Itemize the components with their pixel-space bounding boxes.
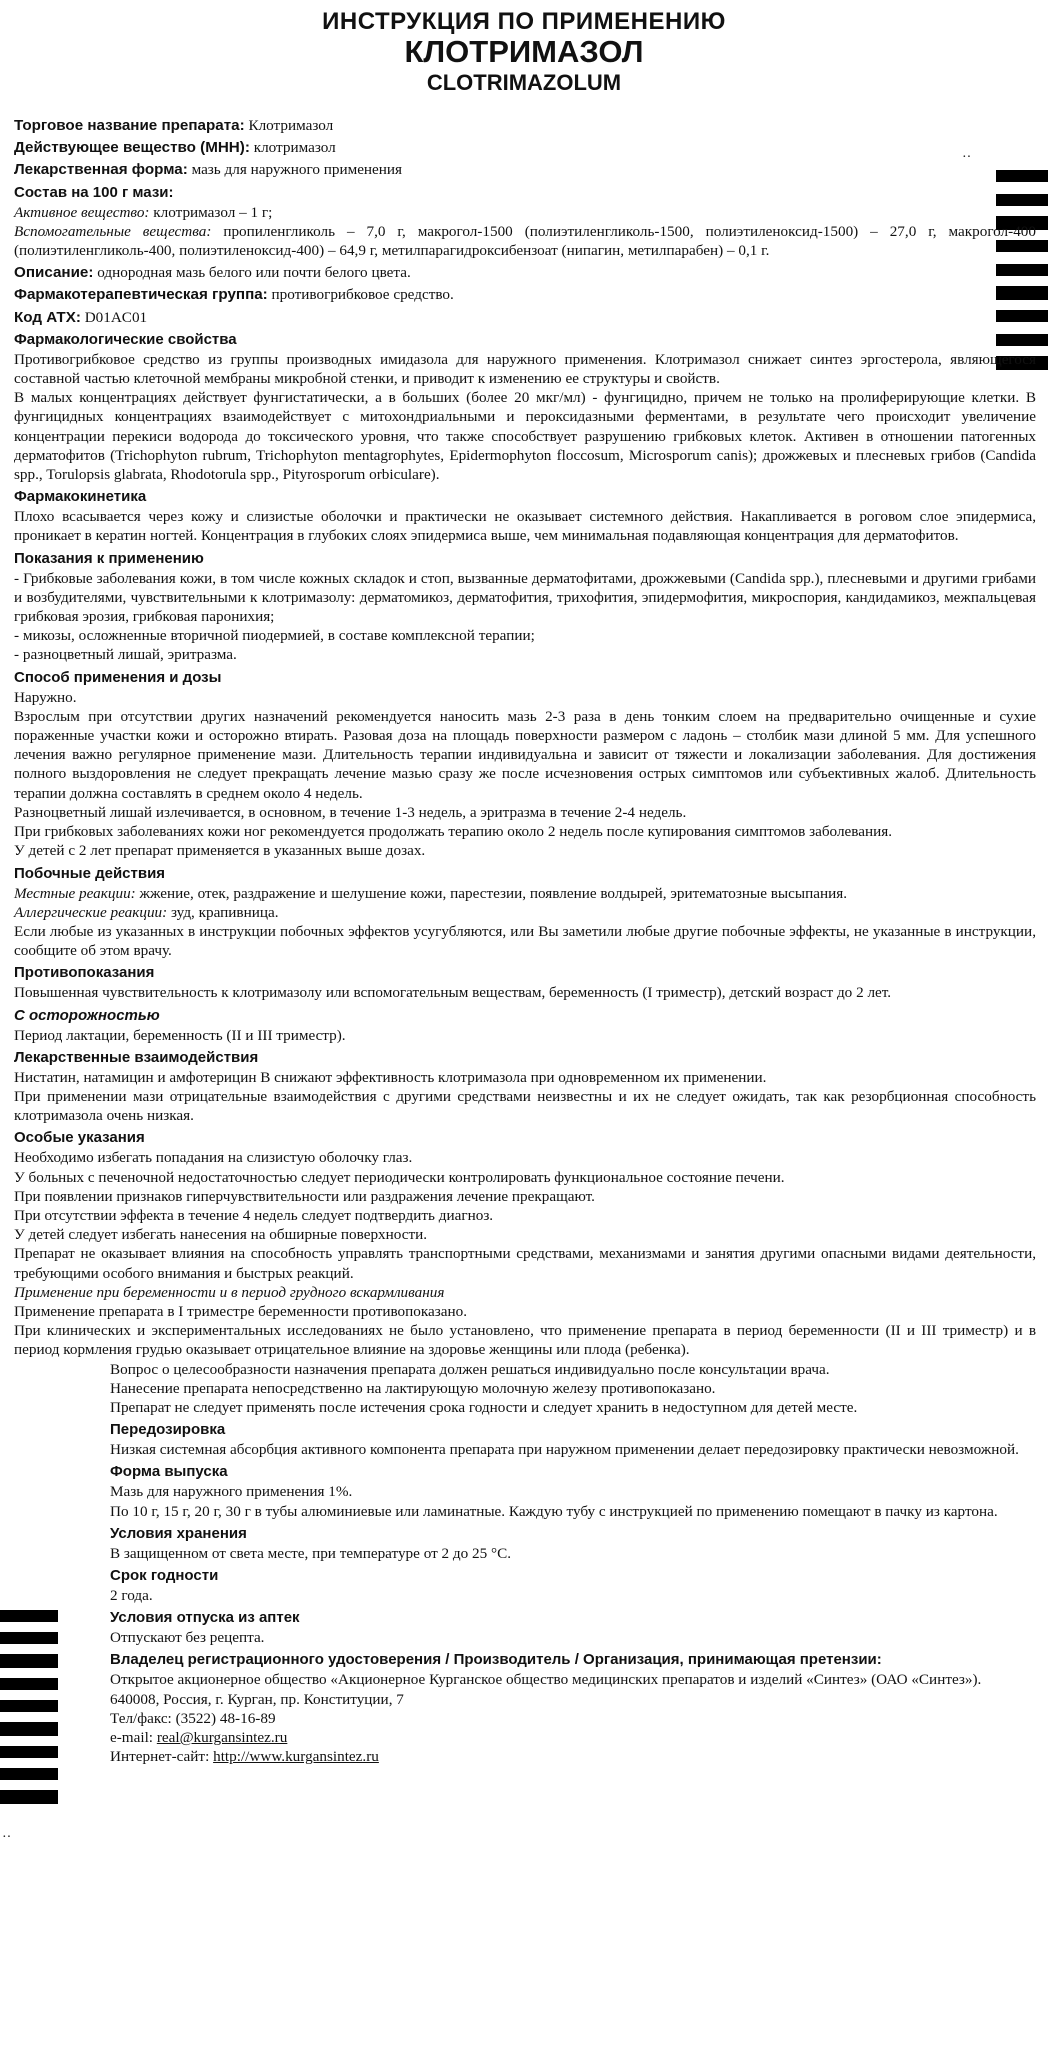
- description: Описание: однородная мазь белого или почти белого цвета.: [14, 264, 411, 282]
- interactions-section: Лекарственные взаимодействия Нистатин, натамицин и амфотерицин В снижают эффективность клотримазола при одновременном их применении. При применении мази отрицательные взаимодействия с другими средствами неизвестны и их не следует ожидать, так как резорбционная способность клотримазола очень низкая.: [14, 1048, 1036, 1125]
- caution-section: С осторожностью Период лактации, беременность (II и III триместр).: [14, 1006, 346, 1044]
- overdose-section: Передозировка Низкая системная абсорбция активного компонента препарата при наружном применении делает передозировку практически невозможной.: [110, 1421, 1019, 1459]
- atc-code: Код АТХ: D01AC01: [14, 308, 148, 326]
- side-effects-section: Побочные действия Местные реакции: жжение, отек, раздражение и шелушение кожи, парестезии, появление волдырей, эритематозные высыпания. Аллергические реакции: зуд, крапивница. Если любые из указанных в инструкции побочных эффектов усугубляются, или Вы заметили любые другие побочные эффекты, не указанные в инструкции, сообщите об этом врачу.: [14, 864, 1036, 960]
- leaflet-body: [14, 113, 1036, 1766]
- drug-latin-name: CLOTRIMAZOLUM: [426, 70, 622, 95]
- dosage-form: Лекарственная форма: мазь для наружного применения: [14, 161, 403, 179]
- shelf-life-section: Срок годности 2 года.: [110, 1566, 219, 1604]
- trade-name: Торговое название препарата: Клотримазол: [14, 117, 334, 134]
- indications-section: Показания к применению - Грибковые заболевания кожи, в том числе кожных складок и стоп, вызванные дерматофитами, дрожжевыми (Candida spp.), плесневыми и другими грибами и возбудителями, чувствительными к клотримазолу: дерматомикоз, дерматофития, трихофития, эпидермофития, микроспория, кандидамикоз, межпальцевая грибковая эрозия, грибковая паронихия; - микозы, осложненные вторичной пиодермией, в составе комплексной терапии; - разноцветный лишай, эритразма.: [14, 549, 1036, 664]
- website-link[interactable]: http://www.kurgansintez.ru: [213, 1748, 379, 1766]
- list-item: - микозы, осложненные вторичной пиодермией, в составе комплексной терапии;: [14, 627, 535, 645]
- release-form-section: Форма выпуска Мазь для наружного применения 1%. По 10 г, 15 г, 20 г, 30 г в тубы алюминиевые или ламинатные. Каждую тубу с инструкцией по применению помещают в пачку из картона.: [110, 1463, 998, 1520]
- dispensing-section: Условия отпуска из аптек Отпускают без рецепта.: [110, 1609, 300, 1647]
- composition-section: Состав на 100 г мази: Активное вещество: клотримазол – 1 г; Вспомогательные вещества: пропиленгликоль – 7,0 г, макрогол-1500 (полиэтиленгликоль-1500, полиэтиленоксид-1500) – 27,0 г, макрогол-400 (полиэтиленгликоль-400, полиэтиленоксид-400) – 64,9 г, метилпарагидроксибензоат (нипагин, метилпарабен) – 0,1 г.: [14, 183, 1036, 260]
- storage-section: Условия хранения В защищенном от света месте, при температуре от 2 до 25 °С.: [110, 1524, 512, 1562]
- pharmacokinetics-section: Фармакокинетика Плохо всасывается через кожу и слизистые оболочки и практически не оказывает системного действия. Накапливается в роговом слое эпидермиса, проникает в кератин ногтей. Концентрация в глубоких слоях эпидермиса выше, чем минимальная подавляющая концентрация для дерматофитов.: [14, 488, 1036, 545]
- document-title: ИНСТРУКЦИЯ ПО ПРИМЕНЕНИЮ: [322, 8, 726, 35]
- dosage-section: Способ применения и дозы Наружно. Взрослым при отсутствии других назначений рекомендуется наносить мазь 2-3 раза в день тонким слоем на предварительно очищенные и сухие пораженные участки кожи и осторожно втирать. Разовая доза на площадь поверхности размером с ладонь – столбик мази длиной 5 мм. Для успешного лечения важно регулярное применение мази. Длительность терапии индивидуальна и зависит от тяжести и локализации заболевания. Для достижения полного выздоровления не следует прекращать лечение мазью сразу же после исчезновения острых симптомов или субъективных жалоб. Длительность терапии должна составлять в среднем около 4 недель. Разноцветный лишай излечивается, в основном, в течение 1-3 недель, а эритразма в течение 2-4 недель. При грибковых заболеваниях кожи ног рекомендуется продолжать терапию около 2 недель после купирования симптомов заболевания. У детей с 2 лет препарат применяется в указанных выше дозах.: [14, 668, 1036, 860]
- corner-mark: ··: [962, 150, 972, 165]
- list-item: - Грибковые заболевания кожи, в том числе кожных складок и стоп, вызванные дерматофитами, дрожжевыми (Candida spp.), плесневыми и другими грибами и возбудителями, чувствительными к клотримазолу: дерматомикоз, дерматофития, трихофития, эпидермофития, микроспория, кандидамикоз, межпальцевая грибковая эрозия, грибковая паронихия;: [14, 569, 1036, 626]
- list-item: - разноцветный лишай, эритразма.: [14, 646, 237, 664]
- lower-indented-block: Вопрос о целесообразности назначения препарата должен решаться индивидуально после консультации врача. Нанесение препарата непосредственно на лактирующую молочную железу противопоказано. Препарат не следует применять после истечения срока годности и следует хранить в недоступном для детей месте. Передозировка Низкая системная абсорбция активного компонента препарата при наружном применении делает передозировку практически невозможной. Форма выпуска Мазь для наружного применения 1%. По 10 г, 15 г, 20 г, 30 г в тубы алюминиевые или ламинатные. Каждую тубу с инструкцией по применению помещают в пачку из картона. Условия хранения В защищенном от света месте, при температуре от 2 до 25 °С. Срок годности 2 года. Условия отпуска из аптек Отпускают без рецепта. Владелец регистрационного удостоверения / Производитель / Организация, принимающая претензии: Открытое акционерное общество «Акционерное Курганское общество медицинских препаратов и изделий «Синтез» (ОАО «Синтез»). 640008, Россия, г. Курган, пр. Конституции, 7 Тел/факс: (3522) 48-16-89 e-mail: real@kurgansintez.ru Интернет-сайт: http://www.kurgansintez.ru: [110, 1360, 1036, 1767]
- composition-heading: Состав на 100 г мази:: [14, 183, 174, 201]
- email-link[interactable]: real@kurgansintez.ru: [156, 1729, 288, 1746]
- pharm-group: Фармакотерапевтическая группа: противогрибковое средство.: [14, 286, 454, 304]
- special-instructions-section: Особые указания Необходимо избегать попадания на слизистую оболочку глаз. У больных с печеночной недостаточностью следует периодически контролировать функциональное состояние печени. При появлении признаков гиперчувствительности или раздражения лечение прекращают. При отсутствии эффекта в течение 4 недель следует подтвердить диагноз. У детей следует избегать нанесения на обширные поверхности. Препарат не оказывает влияния на способность управлять транспортными средствами, механизмами и занятия другими опасными видами деятельности, требующими особого внимания и быстрых реакций. Применение при беременности и в период грудного вскармливания Применение препарата в I триместре беременности противопоказано. При клинических и экспериментальных исследованиях не было установлено, что применение препарата в период беременности (II и III триместр) и в период кормления грудью оказывает отрицательное влияние на здоровье женщины или плода (ребенка).: [14, 1129, 1036, 1359]
- pharmacology-section: Фармакологические свойства Противогрибковое средство из группы производных имидазола для наружного применения. Клотримазол снижает синтез эргостерола, являющегося составной частью клеточной мембраны микробной стенки, и приводит к изменению ее структуры и свойств. В малых концентрациях действует фунгистатически, а в больших (более 20 мкг/мл) - фунгицидно, причем не только на пролиферирующие клетки. В фунгицидных концентрациях взаимодействует с митохондриальными и пероксидазными ферментами, в результате чего происходит увеличение концентрации перекиси водорода до токсического уровня, что также способствует разрушению грибковых клеток. Активен в отношении патогенных дерматофитов (Trichophyton rubrum, Trichophyton mentagrophytes, Epidermophyton floccosum, Microsporum canis); дрожжевых и плесневых грибов (Candida spp., Torulopsis glabrata, Rhodotorula spp., Pityrosporum orbiculare).: [14, 330, 1036, 484]
- owner-section: Владелец регистрационного удостоверения / Производитель / Организация, принимающая претензии: Открытое акционерное общество «Акционерное Курганское общество медицинских препаратов и изделий «Синтез» (ОАО «Синтез»). 640008, Россия, г. Курган, пр. Конституции, 7 Тел/факс: (3522) 48-16-89 e-mail: real@kurgansintez.ru Интернет-сайт: http://www.kurgansintez.ru: [110, 1651, 982, 1766]
- contraindications-section: Противопоказания Повышенная чувствительность к клотримазолу или вспомогательным веществам, беременность (I триместр), детский возраст до 2 лет.: [14, 964, 892, 1002]
- corner-mark: ··: [2, 1830, 12, 1845]
- drug-name: КЛОТРИМАЗОЛ: [404, 34, 644, 69]
- active-substance: Действующее вещество (МНН): клотримазол: [14, 139, 336, 157]
